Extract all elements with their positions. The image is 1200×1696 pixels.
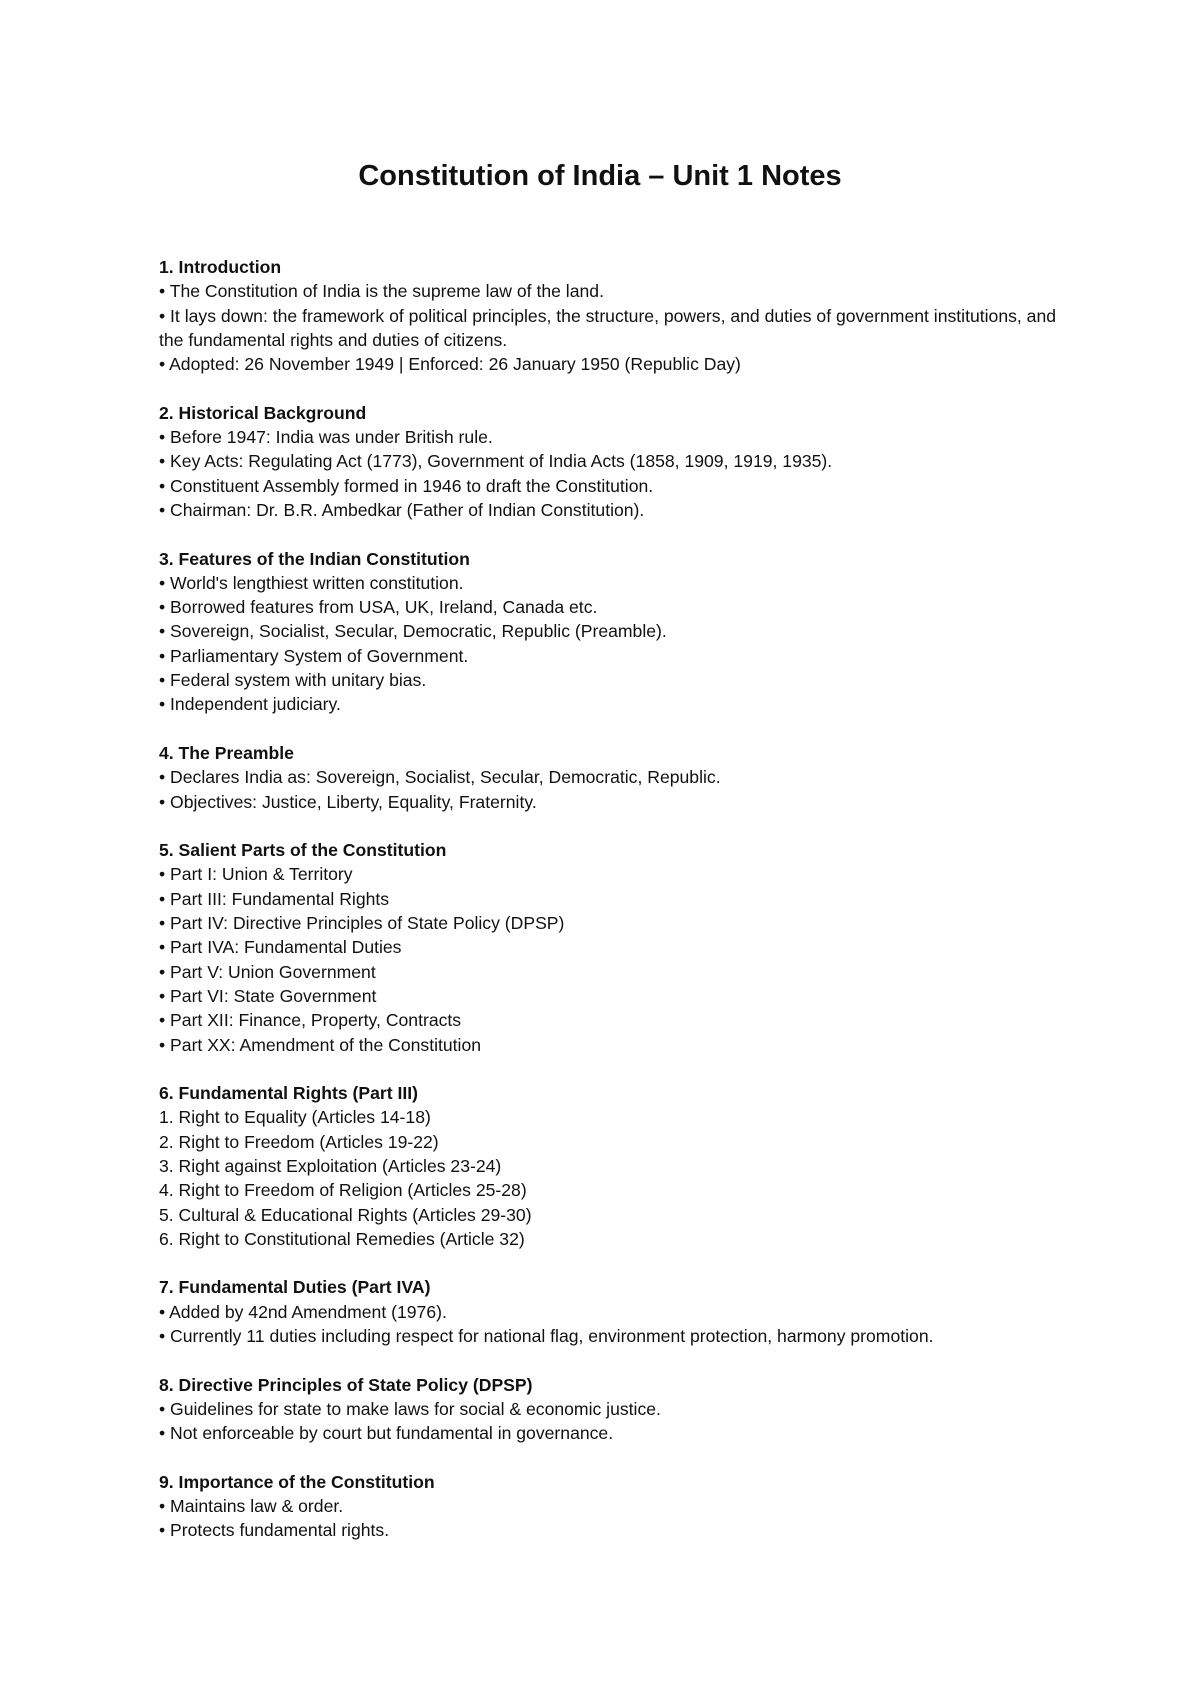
- bullet-line: • Part XX: Amendment of the Constitution: [159, 1034, 482, 1055]
- section-heading: 3. Features of the Indian Constitution: [159, 548, 470, 569]
- numbered-line: 2. Right to Freedom (Articles 19-22): [159, 1131, 439, 1152]
- document-body: [159, 255, 1059, 1567]
- section-fundamental-duties: [159, 1275, 1059, 1348]
- section-heading: 6. Fundamental Rights (Part III): [159, 1083, 419, 1104]
- bullet-line: • Not enforceable by court but fundamental in governance.: [159, 1423, 614, 1444]
- section-historical-background: [159, 401, 1059, 522]
- bullet-line: • Key Acts: Regulating Act (1773), Government of India Acts (1858, 1909, 1919, 1935).: [159, 451, 833, 472]
- bullet-line: • Part IV: Directive Principles of State Policy (DPSP): [159, 913, 565, 934]
- bullet-line: • Chairman: Dr. B.R. Ambedkar (Father of Indian Constitution).: [159, 499, 645, 520]
- section-introduction: [159, 255, 1059, 376]
- section-dpsp: [159, 1373, 1059, 1446]
- section-salient-parts: [159, 838, 1059, 1057]
- bullet-line: • It lays down: the framework of political principles, the structure, powers, and duties of government institutions, and the fundamental rights and duties of citizens.: [159, 305, 1057, 350]
- bullet-line: • World's lengthiest written constitution.: [159, 572, 464, 593]
- bullet-line: • Independent judiciary.: [159, 694, 341, 715]
- bullet-line: • Objectives: Justice, Liberty, Equality, Fraternity.: [159, 791, 537, 812]
- bullet-line: • Part XII: Finance, Property, Contracts: [159, 1010, 462, 1031]
- document-title: Constitution of India – Unit 1 Notes: [358, 160, 842, 192]
- bullet-line: • Currently 11 duties including respect for national flag, environment protection, harmony promotion.: [159, 1326, 934, 1347]
- bullet-line: • Before 1947: India was under British rule.: [159, 427, 493, 448]
- section-fundamental-rights: [159, 1081, 1059, 1251]
- bullet-line: • The Constitution of India is the supreme law of the land.: [159, 281, 604, 302]
- bullet-line: • Part IVA: Fundamental Duties: [159, 937, 402, 958]
- bullet-line: • Part III: Fundamental Rights: [159, 888, 390, 909]
- section-preamble: [159, 741, 1059, 814]
- numbered-line: 5. Cultural & Educational Rights (Articles 29-30): [159, 1204, 532, 1225]
- numbered-line: 4. Right to Freedom of Religion (Articles 25-28): [159, 1180, 527, 1201]
- numbered-line: 6. Right to Constitutional Remedies (Article 32): [159, 1228, 525, 1249]
- section-heading: 2. Historical Background: [159, 402, 367, 423]
- bullet-line: • Adopted: 26 November 1949 | Enforced: 26 January 1950 (Republic Day): [159, 354, 741, 375]
- bullet-line: • Part I: Union & Territory: [159, 864, 353, 885]
- section-heading: 1. Introduction: [159, 257, 282, 277]
- bullet-line: • Parliamentary System of Government.: [159, 645, 469, 666]
- bullet-line: • Part VI: State Government: [159, 985, 377, 1006]
- section-heading: 8. Directive Principles of State Policy (DPSP): [159, 1374, 533, 1395]
- bullet-line: • Constituent Assembly formed in 1946 to draft the Constitution.: [159, 475, 654, 496]
- section-heading: 4. The Preamble: [159, 742, 294, 763]
- bullet-line: • Federal system with unitary bias.: [159, 670, 427, 691]
- bullet-line: • Borrowed features from USA, UK, Ireland, Canada etc.: [159, 597, 598, 618]
- numbered-line: 3. Right against Exploitation (Articles 23-24): [159, 1155, 502, 1176]
- bullet-line: • Declares India as: Sovereign, Socialist, Secular, Democratic, Republic.: [159, 767, 721, 788]
- numbered-line: 1. Right to Equality (Articles 14-18): [159, 1107, 431, 1128]
- bullet-line: • Protects fundamental rights.: [159, 1520, 390, 1541]
- section-heading: 7. Fundamental Duties (Part IVA): [159, 1277, 431, 1298]
- bullet-line: • Sovereign, Socialist, Secular, Democratic, Republic (Preamble).: [159, 621, 667, 642]
- section-importance: [159, 1470, 1059, 1543]
- bullet-line: • Part V: Union Government: [159, 961, 376, 982]
- bullet-line: • Guidelines for state to make laws for social & economic justice.: [159, 1398, 661, 1419]
- bullet-line: • Added by 42nd Amendment (1976).: [159, 1301, 447, 1322]
- bullet-line: • Maintains law & order.: [159, 1496, 344, 1517]
- section-heading: 5. Salient Parts of the Constitution: [159, 840, 447, 861]
- section-heading: 9. Importance of the Constitution: [159, 1471, 435, 1492]
- section-features: [159, 547, 1059, 717]
